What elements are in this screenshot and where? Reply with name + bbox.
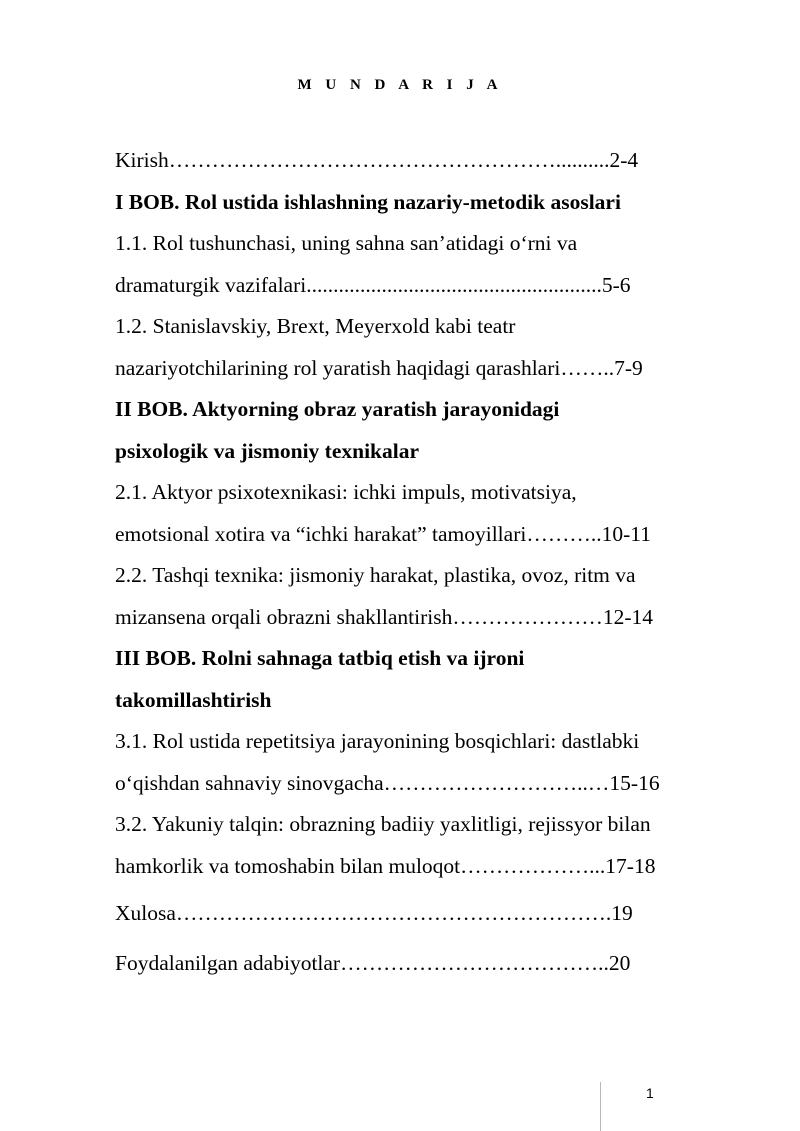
toc-entry-3-1[interactable]: 3.1. Rol ustida repetitsiya jarayonining bosqichlari: dastlabki	[115, 729, 640, 753]
page-number: 1	[646, 1085, 654, 1101]
toc-entry-kirish[interactable]: Kirish………………………………………………..........2-4	[115, 148, 639, 172]
toc-entry-2-1[interactable]: 2.1. Aktyor psixotexnikasi: ichki impuls, motivatsiya,	[115, 480, 577, 504]
toc-entry-3-1-cont[interactable]: o‘qishdan sahnaviy sinovgacha………………………..…15-16	[115, 770, 660, 795]
toc-entry-1-1[interactable]: 1.1. Rol tushunchasi, uning sahna san’atidagi o‘rni va	[115, 231, 578, 255]
toc-entry-1-2-cont[interactable]: nazariyotchilarining rol yaratish haqidagi qarashlari……..7-9	[115, 355, 643, 380]
toc-chapter-3-heading[interactable]: III BOB. Rolni sahnaga tatbiq etish va ijroni	[115, 646, 525, 670]
toc-chapter-1-heading[interactable]: I BOB. Rol ustida ishlashning nazariy-metodik asoslari	[115, 189, 621, 214]
toc-chapter-3-heading-cont[interactable]: takomillashtirish	[115, 687, 272, 712]
toc-entry-2-1-cont[interactable]: emotsional xotira va “ichki harakat” tamoyillari………..10-11	[115, 521, 651, 546]
toc-entry-2-2[interactable]: 2.2. Tashqi texnika: jismoniy harakat, plastika, ovoz, ritm va	[115, 563, 636, 587]
toc-chapter-2-heading[interactable]: II BOB. Aktyorning obraz yaratish jarayonidagi	[115, 397, 560, 421]
page-title: M U N D A R I J A	[297, 77, 503, 93]
toc-entry-2-2-cont[interactable]: mizansena orqali obrazni shakllantirish…………………12-14	[115, 604, 653, 629]
toc-entry-3-2[interactable]: 3.2. Yakuniy talqin: obrazning badiiy yaxlitligi, rejissyor bilan	[115, 812, 651, 836]
toc-entry-adabiyotlar[interactable]: Foydalanilgan adabiyotlar………………………………..20	[115, 950, 631, 975]
toc-entry-1-1-cont[interactable]: dramaturgik vazifalari.......................................................5-6	[115, 272, 631, 297]
toc-entry-xulosa[interactable]: Xulosa…………………………………………………….19	[115, 901, 633, 925]
toc-entry-1-2[interactable]: 1.2. Stanislavskiy, Brext, Meyerxold kabi teatr	[115, 314, 516, 338]
toc-entry-3-2-cont[interactable]: hamkorlik va tomoshabin bilan muloqot………………...17-18	[115, 853, 656, 878]
table-of-contents	[115, 140, 735, 984]
footer-divider	[600, 1082, 601, 1131]
toc-chapter-2-heading-cont[interactable]: psixologik va jismoniy texnikalar	[115, 438, 420, 463]
